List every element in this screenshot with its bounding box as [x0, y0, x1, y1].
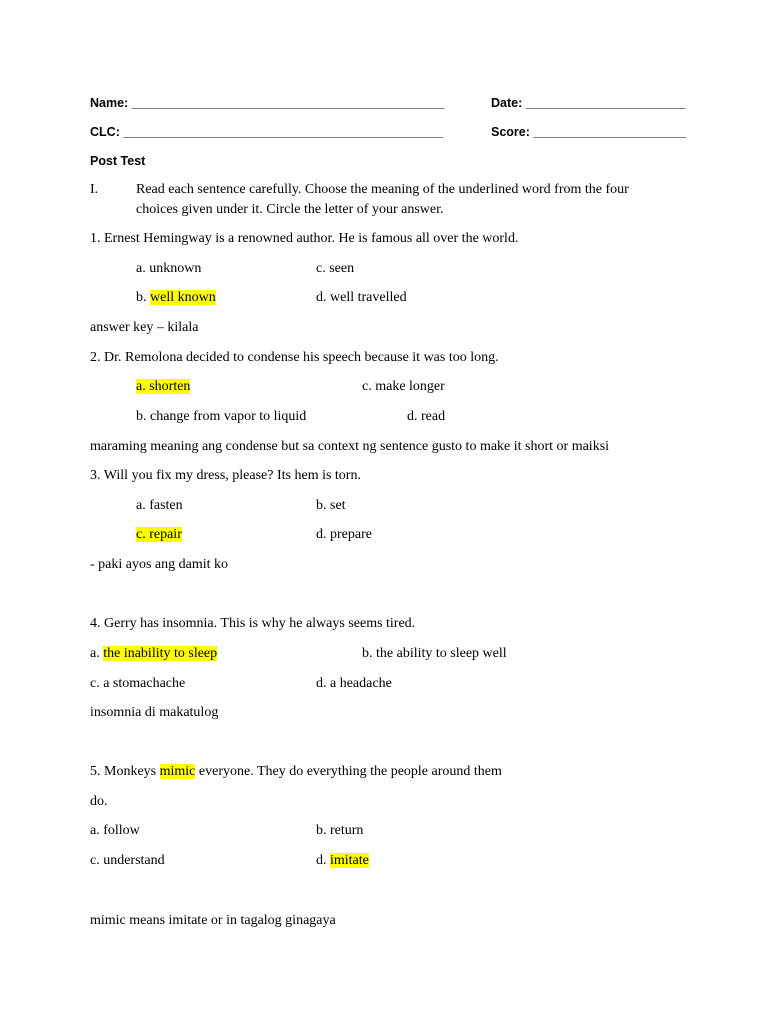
q1-choice-a: a. unknown: [136, 261, 202, 276]
q5-choice-b: b. return: [316, 823, 364, 838]
instruction-line-2: choices given under it. Circle the letter of your answer.: [136, 202, 444, 217]
q5-text-suffix: everyone. They do everything the people around them: [195, 764, 502, 779]
q2-choice-b: b. change from vapor to liquid: [136, 409, 307, 424]
date-field: [491, 94, 686, 112]
question-2-text: 2. Dr. Remolona decided to condense his speech because it was too long.: [90, 350, 499, 365]
q4-choice-d: d. a headache: [316, 676, 392, 691]
q2-choice-c: c. make longer: [362, 379, 445, 394]
q5-choice-c: c. understand: [90, 853, 165, 868]
q3-choice-a: a. fasten: [136, 498, 183, 513]
q3-note: - paki ayos ang damit ko: [90, 557, 229, 572]
question-1-text: 1. Ernest Hemingway is a renowned author. He is famous all over the world.: [90, 231, 519, 246]
q2-choice-d: d. read: [407, 409, 446, 424]
q2-choice-a: [136, 378, 190, 396]
test-title: Post Test: [90, 154, 146, 168]
q3-choice-d: d. prepare: [316, 527, 372, 542]
instruction-number: I.: [90, 182, 99, 197]
date-line: _______________________: [525, 96, 686, 110]
clc-line: ______________________________________________: [123, 125, 444, 139]
q5-choice-d: [316, 852, 369, 870]
q4-note: insomnia di makatulog: [90, 705, 219, 720]
q5-choice-a: a. follow: [90, 823, 140, 838]
question-4-text: 4. Gerry has insomnia. This is why he always seems tired.: [90, 616, 416, 631]
q2-note: maraming meaning ang condense but sa context ng sentence gusto to make it short or maiksi: [90, 439, 610, 454]
q3-choice-c-highlight: c. repair: [136, 527, 182, 542]
q5-note: mimic means imitate or in tagalog ginagaya: [90, 913, 336, 928]
q1-choice-c: c. seen: [316, 261, 355, 276]
q5-text-highlight: mimic: [159, 764, 196, 779]
date-label: Date:: [491, 96, 523, 110]
name-field: [90, 94, 445, 112]
question-3-text: 3. Will you fix my dress, please? Its hem is torn.: [90, 468, 361, 483]
q5-text-prefix: 5. Monkeys: [90, 764, 160, 779]
clc-label: CLC:: [90, 125, 120, 139]
q4-choice-b: b. the ability to sleep well: [362, 646, 507, 661]
score-field: [491, 123, 686, 141]
q5-choice-d-letter: d.: [316, 853, 330, 868]
q4-choice-a: [90, 645, 217, 663]
q3-choice-b: b. set: [316, 498, 346, 513]
q3-choice-c: [136, 526, 182, 544]
name-line: _____________________________________________: [131, 96, 445, 110]
q1-choice-b-highlight: well known: [150, 290, 216, 305]
q2-choice-a-highlight: a. shorten: [136, 379, 191, 394]
score-line: ______________________: [533, 125, 687, 139]
question-5-text-line-2: do.: [90, 794, 108, 809]
clc-field: [90, 123, 443, 141]
q1-choice-d: d. well travelled: [316, 290, 407, 305]
instruction-line-1: Read each sentence carefully. Choose the meaning of the underlined word from the four: [136, 182, 629, 197]
q4-choice-c: c. a stomachache: [90, 676, 186, 691]
q4-choice-a-highlight: the inability to sleep: [103, 646, 218, 661]
question-5-text: [90, 763, 502, 781]
name-label: Name:: [90, 96, 129, 110]
q5-choice-d-highlight: imitate: [330, 853, 369, 868]
q1-note: answer key – kilala: [90, 320, 199, 335]
q1-choice-b: [136, 289, 216, 307]
q4-choice-a-letter: a.: [90, 646, 104, 661]
score-label: Score:: [491, 125, 530, 139]
q1-choice-b-letter: b.: [136, 290, 150, 305]
